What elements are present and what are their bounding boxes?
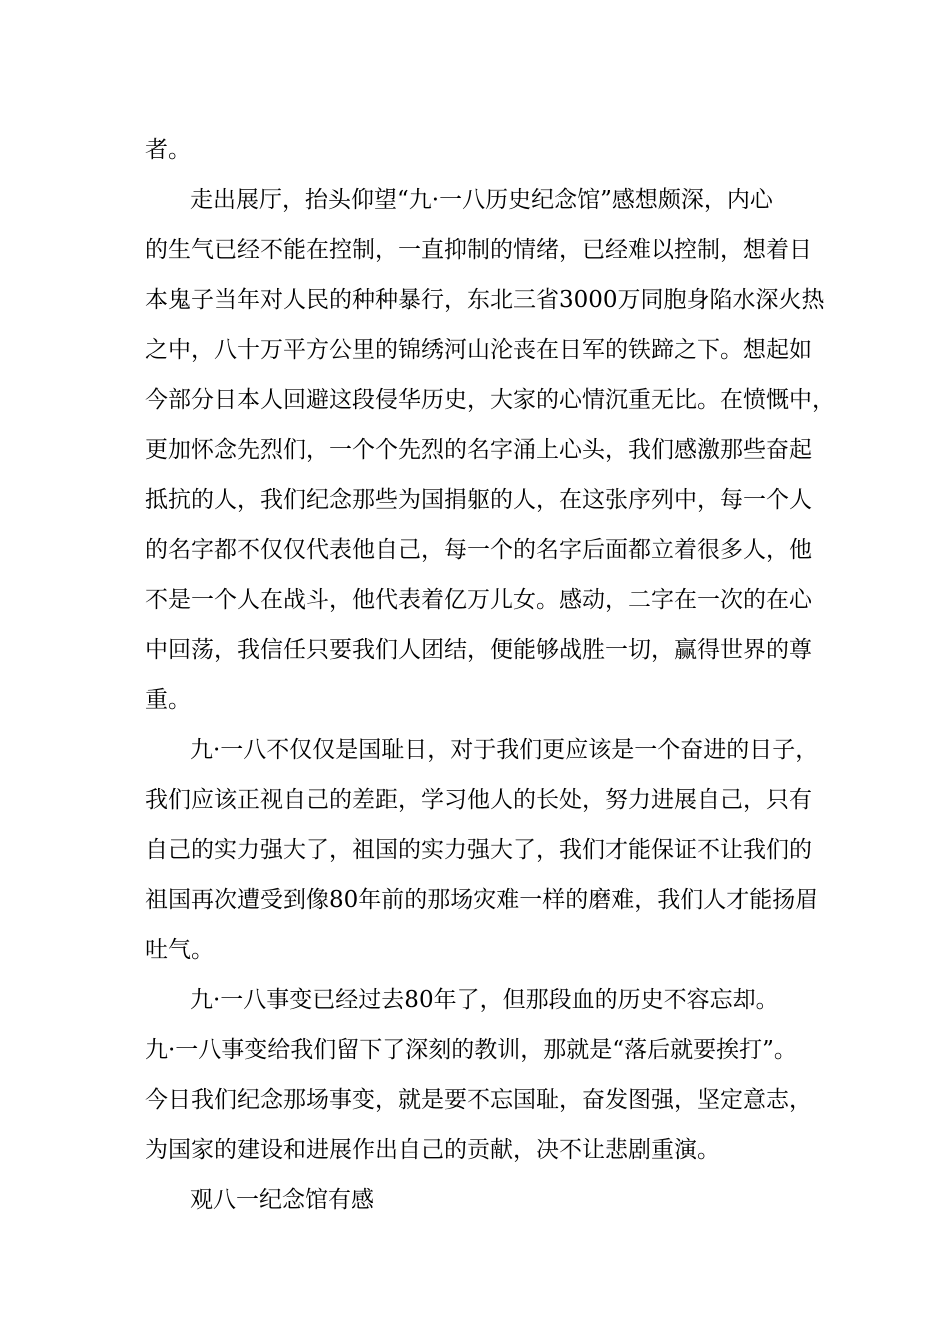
text-line: 吐气。 xyxy=(145,937,214,963)
text-line: 为国家的建设和进展作出自己的贡献，决不让悲剧重演。 xyxy=(145,1137,720,1163)
text-line: 的名字都不仅仅代表他自己，每一个的名字后面都立着很多人，他 xyxy=(145,537,812,563)
text-line: 重。 xyxy=(145,687,191,713)
text-line: 中回荡，我信任只要我们人团结，便能够战胜一切，赢得世界的尊 xyxy=(145,637,812,663)
text-line: 本鬼子当年对人民的种种暴行，东北三省3000万同胞身陷水深火热 xyxy=(145,287,825,313)
text-line: 今日我们纪念那场事变，就是要不忘国耻，奋发图强，坚定意志， xyxy=(145,1087,812,1113)
text-line: 九·一八事变已经过去80年了，但那段血的历史不容忘却。 xyxy=(190,987,779,1013)
text-line: 更加怀念先烈们，一个个先烈的名字涌上心头，我们感激那些奋起 xyxy=(145,437,812,463)
text-line: 九·一八不仅仅是国耻日，对于我们更应该是一个奋进的日子， xyxy=(190,737,819,763)
text-line: 九·一八事变给我们留下了深刻的教训，那就是“落后就要挨打”。 xyxy=(145,1037,797,1063)
text-line: 不是一个人在战斗，他代表着亿万儿女。感动，二字在一次的在心 xyxy=(145,587,812,613)
text-line: 今部分日本人回避这段侵华历史，大家的心情沉重无比。在愤慨中， xyxy=(145,387,835,413)
text-line: 抵抗的人，我们纪念那些为国捐躯的人，在这张序列中，每一个人 xyxy=(145,487,812,513)
text-line: 者。 xyxy=(145,137,191,163)
text-line: 自己的实力强大了，祖国的实力强大了，我们才能保证不让我们的 xyxy=(145,837,812,863)
section-heading: 观八一纪念馆有感 xyxy=(190,1187,374,1213)
text-line: 之中，八十万平方公里的锦绣河山沦丧在日军的铁蹄之下。想起如 xyxy=(145,337,812,363)
text-line: 的生气已经不能在控制，一直抑制的情绪，已经难以控制，想着日 xyxy=(145,237,812,263)
text-line: 走出展厅，抬头仰望“九·一八历史纪念馆”感想颇深，内心 xyxy=(190,187,773,213)
text-line: 祖国再次遭受到像80年前的那场灾难一样的磨难，我们人才能扬眉 xyxy=(145,887,819,913)
text-line: 我们应该正视自己的差距，学习他人的长处，努力进展自己，只有 xyxy=(145,787,812,813)
